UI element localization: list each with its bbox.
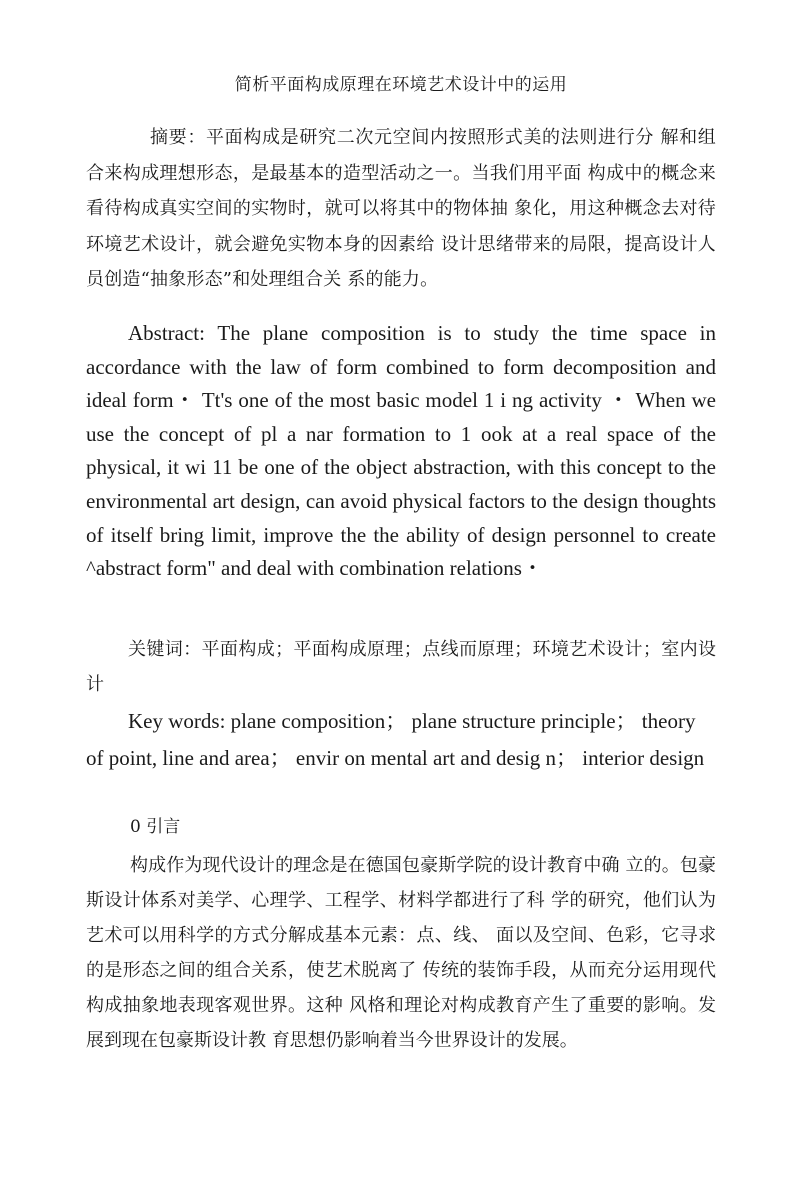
- abstract-english: Abstract: The plane composition is to study the time space in accordance with the law of form combined to form decomposition and ideal form・ Tt's one of the most basic model 1 i ng activity ・ When we use the concept of pl a nar formation to 1 ook at a real space of the physical, it wi 11 be one of the object abstraction, with this concept to the environmental art design, can avoid physical factors to the design thoughts of itself bring limit, improve the the ability of design personnel to create ^abstract form" and deal with combination relations・: [86, 321, 716, 581]
- keywords-english: Key words: plane composition； plane structure principle； theory of point, line and area； envir on mental art and desig n； interior design: [86, 709, 705, 770]
- paper-title: 简析平面构成原理在环境艺术设计中的运用: [234, 75, 568, 95]
- abstract-chinese: 摘要：平面构成是研究二次元空间内按照形式美的法则进行分 解和组合来构成理想形态，是最基本的造型活动之一。当我们用平面 构成中的概念来看待构成真实空间的实物时，就可以将其中的物体抽 象化，用这种概念去对待环境艺术设计，就会避免实物本身的因素给 设计思绪带来的局限，提高设计人员创造“抽象形态”和处理组合关 系的能力。: [86, 127, 716, 290]
- section-heading-introduction: 0 引言: [130, 817, 181, 837]
- introduction-paragraph: 构成作为现代设计的理念是在德国包豪斯学院的设计教育中确 立的。包豪斯设计体系对美学、心理学、工程学、材料学都进行了科 学的研究，他们认为艺术可以用科学的方式分解成基本元素：点、线、 面以及空间、色彩，它寻求的是形态之间的组合关系，使艺术脱离了 传统的装饰手段，从而充分运用现代构成抽象地表现客观世界。这种 风格和理论对构成教育产生了重要的影响。发展到现在包豪斯设计教 育思想仍影响着当今世界设计的发展。: [86, 855, 716, 1051]
- keywords-chinese: 关键词：平面构成；平面构成原理；点线而原理；环境艺术设计；室内设计: [86, 639, 716, 695]
